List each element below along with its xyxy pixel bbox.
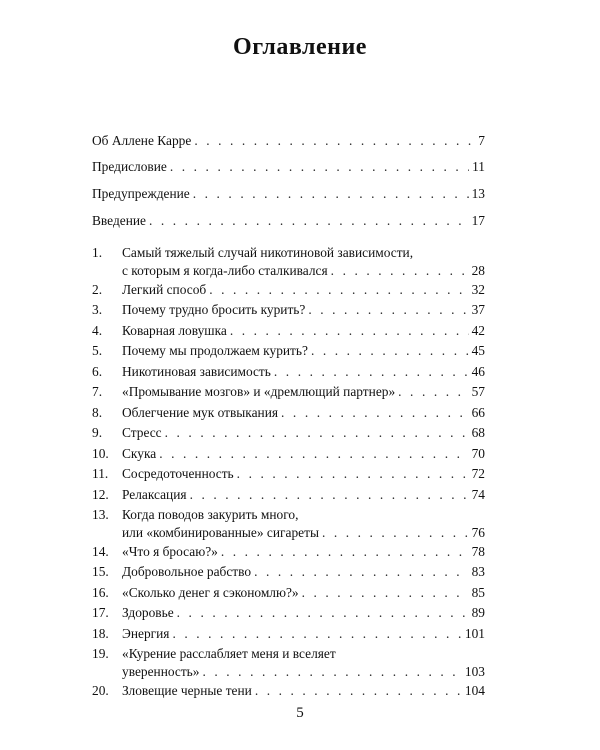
toc-page-number: 13 — [471, 186, 485, 201]
toc-page-number: 104 — [464, 683, 485, 698]
chapter-number: 16. — [92, 585, 109, 600]
dot-leader — [159, 445, 468, 463]
dot-leader — [170, 158, 469, 176]
toc-entry-title: Стресс — [122, 425, 162, 440]
toc-chapter-7[interactable] — [92, 383, 485, 401]
toc-entry-title: Энергия — [122, 626, 170, 641]
toc-entry-title: Коварная ловушка — [122, 323, 227, 338]
dot-leader — [202, 663, 461, 681]
toc-page-number: 74 — [471, 487, 485, 502]
toc-chapter-11[interactable] — [92, 465, 485, 483]
page-title: Оглавление — [233, 34, 367, 60]
toc-chapter-17[interactable] — [92, 604, 485, 622]
toc-entry-title-continued: с которым я когда-либо сталкивался — [122, 263, 328, 278]
chapter-number: 7. — [92, 384, 103, 399]
dot-leader — [255, 682, 462, 700]
dot-leader — [193, 185, 469, 203]
toc-entry-title-continued: уверенность» — [122, 664, 200, 679]
dot-leader — [331, 262, 469, 280]
chapter-number: 10. — [92, 446, 109, 461]
toc-chapter-19[interactable] — [92, 645, 485, 681]
dot-leader — [398, 383, 468, 401]
chapter-number: 15. — [92, 564, 109, 579]
toc-entry-title: Почему трудно бросить курить? — [122, 302, 306, 317]
toc-page-number: 78 — [471, 544, 485, 559]
toc-page-number: 85 — [471, 585, 485, 600]
toc-entry-title: «Промывание мозгов» и «дремлющий партнер» — [122, 384, 396, 399]
toc-chapter-3[interactable] — [92, 301, 485, 319]
toc-entry-title: Облегчение мук отвыкания — [122, 405, 279, 420]
toc-page-number: 101 — [464, 626, 485, 641]
dot-leader — [322, 524, 469, 542]
toc-page-number: 42 — [471, 323, 485, 338]
toc-page-number: 57 — [471, 384, 485, 399]
toc-page-number: 76 — [471, 525, 485, 540]
toc-entry-warning[interactable] — [92, 185, 485, 203]
page-number-footer: 5 — [296, 705, 304, 721]
toc-chapter-13[interactable] — [92, 506, 485, 542]
dot-leader — [281, 404, 469, 422]
toc-chapter-6[interactable] — [92, 363, 485, 381]
toc-chapter-4[interactable] — [92, 322, 485, 340]
chapter-number: 1. — [92, 245, 103, 260]
dot-leader — [308, 301, 468, 319]
chapter-number: 5. — [92, 343, 103, 358]
dot-leader — [165, 424, 469, 442]
dot-leader — [237, 465, 469, 483]
dot-leader — [172, 625, 461, 643]
chapter-number: 3. — [92, 302, 103, 317]
toc-entry-title: Скука — [122, 446, 157, 461]
toc-chapter-1[interactable] — [92, 244, 485, 280]
toc-entry-introduction[interactable] — [92, 212, 485, 230]
toc-chapter-8[interactable] — [92, 404, 485, 422]
toc-entry-title: Почему мы продолжаем курить? — [122, 343, 308, 358]
chapter-number: 8. — [92, 405, 103, 420]
toc-chapter-16[interactable] — [92, 584, 485, 602]
toc-chapter-2[interactable] — [92, 281, 485, 299]
chapter-number: 9. — [92, 425, 103, 440]
dot-leader — [311, 342, 469, 360]
toc-chapter-15[interactable] — [92, 563, 485, 581]
toc-entry-title: Когда поводов закурить много, — [122, 507, 299, 522]
toc-page-number: 72 — [471, 466, 485, 481]
toc-entry-title: Легкий способ — [122, 282, 207, 297]
toc-chapter-10[interactable] — [92, 445, 485, 463]
toc-entry-title: «Курение расслабляет меня и вселяет — [122, 646, 336, 661]
dot-leader — [149, 212, 469, 230]
toc-page-number: 37 — [471, 302, 485, 317]
toc-entry-title: Самый тяжелый случай никотиновой зависимости, — [122, 245, 414, 260]
toc-chapter-20[interactable] — [92, 682, 485, 700]
dot-leader — [221, 543, 469, 561]
toc-entry-title-continued: или «комбинированные» сигареты — [122, 525, 319, 540]
dot-leader — [230, 322, 469, 340]
toc-page-number: 83 — [471, 564, 485, 579]
toc-page-number: 46 — [471, 364, 485, 379]
dot-leader — [254, 563, 469, 581]
toc-entry-title: Никотиновая зависимость — [122, 364, 271, 379]
toc-entry-preface[interactable] — [92, 158, 485, 176]
toc-entry-title: Добровольное рабство — [122, 564, 252, 579]
chapter-number: 14. — [92, 544, 109, 559]
toc-chapter-18[interactable] — [92, 625, 485, 643]
chapter-number: 12. — [92, 487, 109, 502]
dot-leader — [274, 363, 469, 381]
toc-page-number: 89 — [471, 605, 485, 620]
toc-chapter-14[interactable] — [92, 543, 485, 561]
toc-entry-title: Введение — [92, 213, 146, 228]
dot-leader — [194, 132, 475, 150]
chapter-number: 11. — [92, 466, 109, 481]
toc-page-number: 103 — [464, 664, 485, 679]
toc-page-number: 11 — [472, 159, 485, 174]
toc-entry-title: Предисловие — [92, 159, 167, 174]
toc-entry-title: Об Аллене Карре — [92, 133, 192, 148]
dot-leader — [302, 584, 469, 602]
chapter-number: 18. — [92, 626, 109, 641]
toc-page-number: 7 — [478, 133, 485, 148]
toc-page-number: 28 — [471, 263, 485, 278]
toc-chapter-12[interactable] — [92, 486, 485, 504]
toc-page-number: 17 — [471, 213, 485, 228]
chapter-number: 13. — [92, 507, 109, 522]
chapter-number: 20. — [92, 683, 109, 698]
toc-entry-title: Здоровье — [122, 605, 174, 620]
dot-leader — [177, 604, 469, 622]
toc-page-number: 68 — [471, 425, 485, 440]
chapter-number: 17. — [92, 605, 109, 620]
toc-page-number: 32 — [471, 282, 485, 297]
chapter-number: 4. — [92, 323, 103, 338]
toc-chapter-9[interactable] — [92, 424, 485, 442]
dot-leader — [190, 486, 469, 504]
chapter-number: 19. — [92, 646, 109, 661]
toc-entry-title: «Что я бросаю?» — [122, 544, 218, 559]
toc-entry-title: Сосредоточенность — [122, 466, 234, 481]
toc-entry-title: Релаксация — [122, 487, 187, 502]
toc-page-number: 45 — [471, 343, 485, 358]
toc-entry-title: «Сколько денег я сэкономлю?» — [122, 585, 299, 600]
toc-entry-title: Зловещие черные тени — [122, 683, 252, 698]
toc-page-number: 66 — [471, 405, 485, 420]
dot-leader — [209, 281, 468, 299]
toc-page-number: 70 — [471, 446, 485, 461]
chapter-number: 6. — [92, 364, 103, 379]
toc-entry-about-author[interactable] — [92, 132, 485, 150]
toc-chapter-5[interactable] — [92, 342, 485, 360]
chapter-number: 2. — [92, 282, 103, 297]
toc-entry-title: Предупреждение — [92, 186, 190, 201]
